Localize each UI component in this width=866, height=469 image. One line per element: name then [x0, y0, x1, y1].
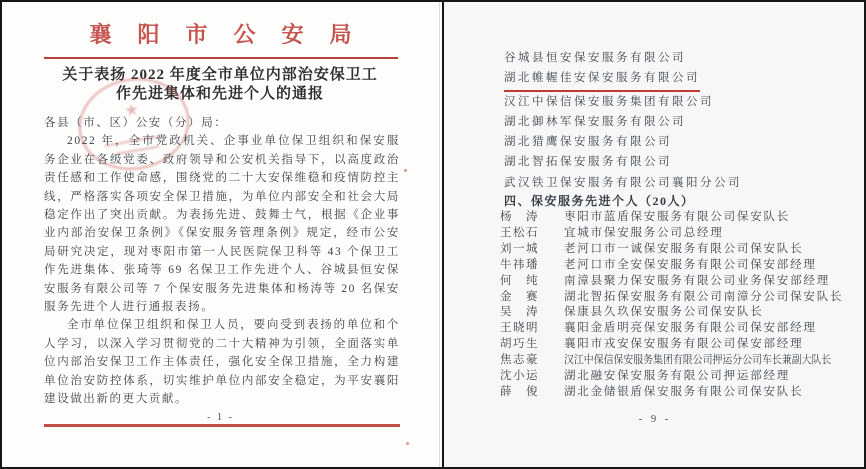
individual-list-item: [500, 305, 861, 321]
individual-title: 枣阳市蓝盾保安服务有限公司保安队长: [564, 211, 791, 223]
individual-list-item: [500, 369, 861, 385]
individual-name: 沈小运: [500, 370, 539, 383]
individuals-list: [500, 210, 861, 401]
section-heading: 四、保安服务先进个人（20人）: [504, 194, 695, 208]
individual-title: 汉江中保信保安服务集团有限公司押运分公司车长兼副大队长: [564, 354, 832, 367]
individual-name: 焦志豪: [500, 354, 539, 367]
company-list-item: [504, 48, 742, 68]
individual-name: 胡巧生: [500, 338, 539, 351]
individual-name: 杨 涛: [500, 211, 539, 223]
individual-name: 薛 俊: [500, 385, 539, 398]
individual-name: 吴 涛: [500, 306, 539, 319]
company-list-item: [504, 152, 742, 172]
company-list-item: [504, 68, 742, 91]
individual-title: 保康县久玖保安服务公司保安队长: [564, 306, 764, 319]
seal-star-icon: ★: [123, 101, 141, 121]
company-name: 武汉铁卫保安服务有限公司襄阳分公司: [504, 176, 742, 189]
page-number-left: - 1 -: [207, 412, 234, 423]
individual-list-item: [500, 210, 861, 226]
document-page-9: [444, 2, 866, 467]
company-list-item: [504, 92, 742, 112]
company-name: 湖北智拓保安服务有限公司: [504, 156, 672, 169]
document-title-line-2: 作先进集体和先进个人的通报: [115, 86, 324, 102]
company-list: [504, 48, 742, 193]
letterhead-rule: [44, 57, 398, 59]
document-title: [20, 66, 420, 104]
individual-list-item: [500, 226, 861, 242]
individual-list-item: [500, 353, 861, 369]
company-list-item: [504, 173, 742, 193]
scan-artifact: [406, 442, 409, 445]
individual-list-item: [500, 337, 861, 353]
company-name: 谷城县恒安保安服务有限公司: [504, 52, 686, 64]
individual-title: 老河口市一诚保安服务有限公司保安队长: [564, 242, 804, 255]
individual-title: 襄阳金盾明亮保安服务有限公司保安部经理: [564, 322, 817, 335]
individual-title: 襄阳市戎安保安服务有限公司保安部经理: [564, 338, 804, 351]
agency-letterhead: 襄阳市公安局: [89, 22, 378, 47]
footer-rule: [44, 424, 400, 427]
individual-name: 何 纯: [500, 274, 539, 287]
document-page-1: [2, 2, 440, 467]
company-list-item: [504, 112, 742, 132]
individual-name: 王晓明: [500, 322, 539, 335]
page-number-right: - 9 -: [638, 414, 672, 425]
salutation: 各县（市、区）公安（分）局：: [44, 117, 228, 129]
individual-list-item: [500, 274, 861, 290]
individual-name: 刘一城: [500, 242, 539, 255]
individual-title: 老河口市全安保安服务有限公司保安部经理: [564, 258, 817, 271]
body-paragraphs: [44, 132, 400, 408]
body-paragraph: 全市单位保卫组织和保卫人员，要向受到表扬的单位和个人学习，以深入学习贯彻党的二十大精神为引领，全面落实单位内部治安保卫工作主体责任，强化安全保卫措施，全力构建单位治安防控体系，切实维护单位内部安全稳定，为平安襄阳建设做出新的更大贡献。: [44, 319, 400, 406]
company-name: 湖北御林军保安服务有限公司: [504, 115, 686, 128]
individual-name: 金 赛: [500, 290, 539, 303]
company-name: 汉江中保信保安服务集团有限公司: [504, 95, 714, 108]
body-paragraph: 2022 年，全市党政机关、企事业单位保卫组织和保安服务企业在各级党委、政府领导和公安机关指导下，以高度政治责任感和工作使命感，围绕党的二十大安保维稳和疫情防控主线，严格落实各项安全保卫措施，为单位内部安全和社会大局稳定作出了突出贡献。为表扬先进、鼓舞士气，根据《企业事业内部治安保卫条例》《保安服务管理条例》规定，经市公安局研究决定，现对枣阳市第一人民医院保卫科等 43 个保卫工作先进集体、张琦等 69 名保卫工作先进个人、谷城县恒安保安服务有限公司等 7 个保安服务先进集体和杨涛等 20 名保安服务先进个人进行通报表扬。: [44, 135, 400, 314]
document-title-line-1: 关于表扬 2022 年度全市单位内部治安保卫工: [62, 67, 378, 83]
individual-list-item: [500, 242, 861, 258]
company-list-item: [504, 132, 742, 152]
individual-list-item: [500, 290, 861, 306]
individual-list-item: [500, 321, 861, 337]
individual-title: 湖北融安保安服务有限公司押运部经理: [564, 370, 791, 383]
individual-title: 宜城市保安服务公司总经理: [564, 226, 724, 239]
individual-name: 牛祎璠: [500, 258, 539, 271]
individual-list-item: [500, 258, 861, 274]
scan-artifact: [404, 169, 407, 172]
individual-title: 湖北智拓保安服务有限公司南漳分公司保安队长: [564, 290, 844, 303]
company-name: 湖北帷幄佳安保安服务有限公司: [504, 68, 700, 91]
document-body: [44, 114, 400, 409]
individual-title: 南漳县聚力保安服务有限公司业务保安部经理: [564, 274, 830, 287]
individual-title: 湖北金储银盾保安服务有限公司保安队长: [564, 385, 804, 398]
individual-name: 王松石: [500, 226, 539, 239]
company-name: 湖北猎鹰保安服务有限公司: [504, 136, 672, 149]
individual-list-item: [500, 385, 861, 401]
